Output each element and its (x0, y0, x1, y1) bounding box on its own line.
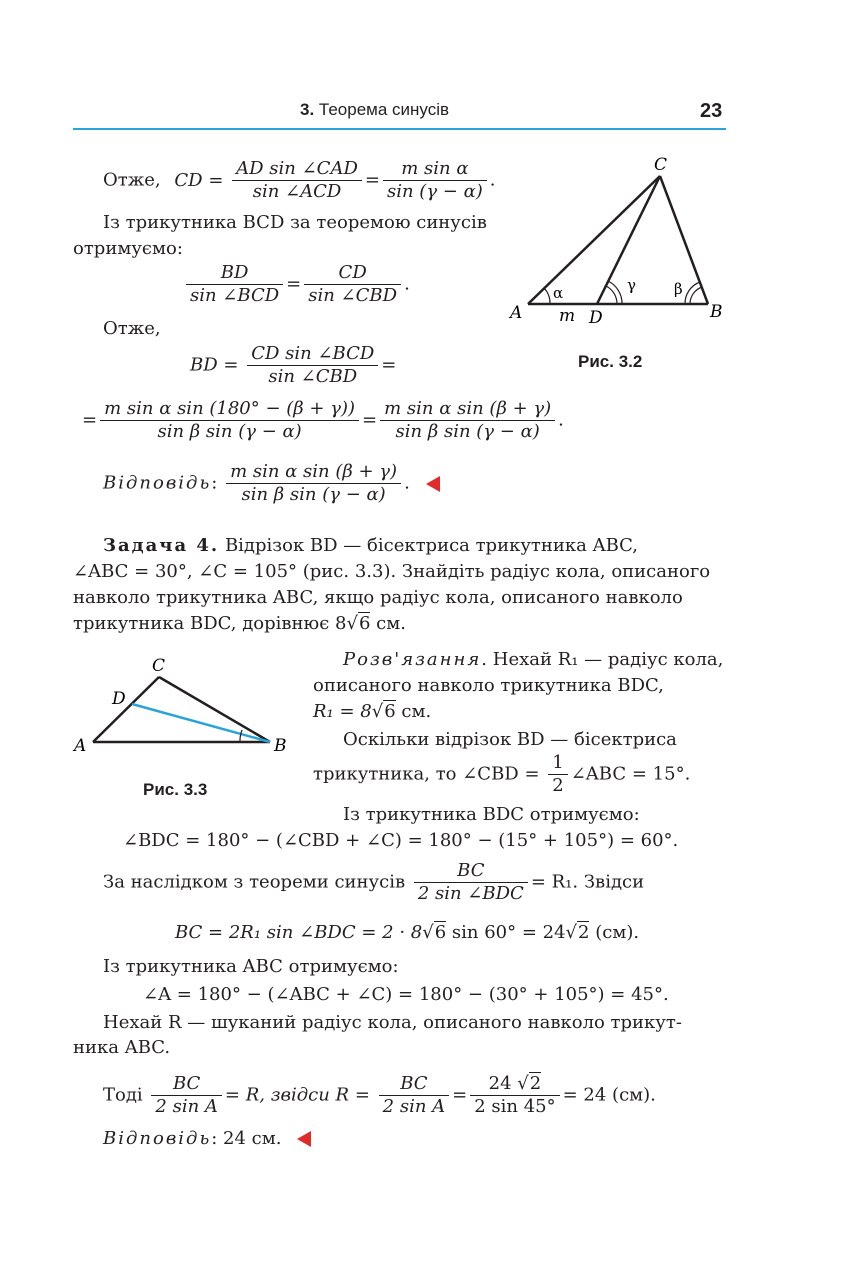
fig32-caption: Рис. 3.2 (578, 352, 643, 371)
fraction-11: $\frac{BC}{\text{2 sin A}}$ (379, 1073, 449, 1118)
equation-angle-a: ∠A = 180° − (∠ABC + ∠C) = 180° − (30° + 105°) = 45°. (143, 984, 669, 1005)
text-otzhe-2: Отже, (103, 318, 161, 339)
fig32-label-alpha: α (553, 284, 564, 302)
task-4-line-1: Задача 4. Відрізок BD — бісектриса трикутника ABC, (103, 535, 638, 556)
solution-line-1: Розв'язання. Нехай R₁ — радіус кола, (343, 649, 724, 670)
fraction-10: $\frac{BC}{\text{2 sin A}}$ (151, 1073, 221, 1118)
fig33-label-d: D (112, 689, 126, 709)
equation-bc: BC = 2R₁ sin ∠BDC = 2 · 8√6 sin 60° = 24√2 (см). (175, 922, 640, 943)
figure-3-3 (70, 650, 300, 770)
fraction-12: $\frac{24 √2}{2 \sin 45^\circ}$ (470, 1073, 559, 1118)
fraction-2: $\frac{\text{m sin α}}{\sin (\gamma - \alpha)}$ (383, 158, 487, 203)
fraction-9: $\frac{BC}{\text{2 sin ∠BDC}}$ (414, 860, 528, 905)
fig33-bisector-bd (132, 704, 270, 742)
fig32-label-beta: β (674, 280, 683, 298)
fig33-label-c: C (152, 656, 166, 676)
fig32-arc-alpha (544, 288, 550, 304)
text-bcd-line-1: Із трикутника BCD за теоремою синусів (103, 212, 487, 233)
fig32-arc-beta-1 (690, 287, 702, 304)
section-number: 3. (300, 100, 315, 119)
fig32-label-gamma: γ (627, 276, 636, 294)
fraction-7: $\frac{\text{m sin α sin (β + γ)}}{\text{sin β sin (γ − α)}}$ (380, 398, 555, 443)
fraction-8: $\frac{\text{m sin α sin (β + γ)}}{\text{sin β sin (γ − α)}}$ (226, 461, 401, 506)
fraction-4: $\frac{CD}{\text{sin ∠CBD}}$ (304, 262, 401, 307)
solution-line-5: трикутника, то ∠CBD = $\frac{1}{2}$ ∠ABC = 15°. (313, 752, 691, 796)
header-rule (73, 128, 726, 130)
section-title: Теорема синусів (318, 100, 450, 119)
fig33-caption: Рис. 3.3 (143, 780, 208, 799)
solution-line-4: Оскільки відрізок BD — бісектриса (343, 729, 677, 750)
radius-equation: Тоді $\frac{BC}{\text{2 sin A}}$ = R, звідси R = $\frac{BC}{\text{2 sin A}}$ = $\frac{24 √2}{2 \sin 45^\circ}$ = 24 (см). (103, 1073, 656, 1117)
fraction-half: $\frac{1}{2}$ (548, 752, 567, 797)
fig32-arc-gamma-2 (608, 281, 622, 304)
fig32-side-ac (528, 176, 660, 304)
radius-line-1: Нехай R — шуканий радіус кола, описаного навколо трикут- (103, 1012, 682, 1033)
bd-equation-continued: = $\frac{\text{m sin α sin (180° − (β + γ))}}{\text{sin β sin (γ − α)}}$ = $\frac{\text{m sin α sin (β + γ)}}{\text{sin β sin (γ − α)}}$ . (82, 398, 564, 442)
fraction-1: $\frac{\text{AD sin ∠CAD}}{\text{sin ∠ACD}}$ (232, 158, 362, 203)
page-number: 23 (700, 100, 723, 122)
end-of-solution-marker-1 (426, 476, 440, 492)
bd-equation: BD = $\frac{\text{CD sin ∠BCD}}{\text{sin ∠CBD}}$ = (190, 343, 397, 387)
fig33-label-b: B (274, 736, 287, 756)
fraction-3: $\frac{BD}{\text{sin ∠BCD}}$ (186, 262, 283, 307)
solution-line-2: описаного навколо трикутника BDC, (313, 675, 664, 696)
fig33-angle-arc (240, 730, 242, 742)
sine-theorem-bcd: $\frac{BD}{\text{sin ∠BCD}}$ = $\frac{CD}{\text{sin ∠CBD}}$ . (183, 262, 410, 307)
fig32-arc-beta-2 (685, 282, 700, 304)
solution-line-3: R₁ = 8√6 см. (313, 701, 432, 722)
fig32-label-d: D (589, 308, 603, 328)
figure-3-2 (505, 150, 745, 350)
fig32-label-a: A (510, 303, 523, 323)
text-bcd-line-2: отримуємо: (73, 238, 183, 259)
abc-line: Із трикутника ABC отримуємо: (103, 956, 399, 977)
fraction-6: $\frac{\text{m sin α sin (180° − (β + γ))}}{\text{sin β sin (γ − α)}}$ (100, 398, 359, 443)
fig32-label-m: m (559, 306, 576, 326)
answer-2: Відповідь: 24 см. (103, 1126, 311, 1152)
answer-1: Відповідь: $\frac{\text{m sin α sin (β + γ)}}{\text{sin β sin (γ − α)}}$ . (103, 461, 440, 506)
running-header (300, 100, 449, 120)
fig32-label-c: C (654, 155, 668, 175)
task-4-line-2: ∠ABC = 30°, ∠C = 105° (рис. 3.3). Знайдіть радіус кола, описаного (73, 561, 711, 582)
fig32-arc-gamma-1 (606, 286, 617, 304)
end-of-solution-marker-2 (297, 1131, 311, 1147)
fig32-side-bc (660, 176, 708, 304)
fig32-label-b: B (710, 302, 723, 322)
line-cd-equation: Отже, CD = $\frac{\text{AD sin ∠CAD}}{\text{sin ∠ACD}}$ = $\frac{\text{m sin α}}{\sin (\gamma - \alpha)}$ . (103, 158, 496, 202)
equation-bdc: ∠BDC = 180° − (∠CBD + ∠C) = 180° − (15° + 105°) = 60°. (123, 830, 679, 851)
fig33-label-a: A (74, 736, 87, 756)
task-4-line-3: навколо трикутника ABC, якщо радіус кола, описаного навколо (73, 587, 683, 608)
fig33-side-bc (159, 677, 270, 742)
radius-line-2: ника ABC. (73, 1037, 171, 1058)
task-4-line-4: трикутника BDC, дорівнює 8√6 см. (73, 613, 406, 634)
corollary-line: За наслідком з теореми синусів $\frac{BC}{\text{2 sin ∠BDC}}$ = R₁. Звідси (103, 860, 645, 904)
fraction-5: $\frac{\text{CD sin ∠BCD}}{\text{sin ∠CBD}}$ (247, 343, 378, 388)
solution-line-6: Із трикутника BDC отримуємо: (343, 804, 640, 825)
